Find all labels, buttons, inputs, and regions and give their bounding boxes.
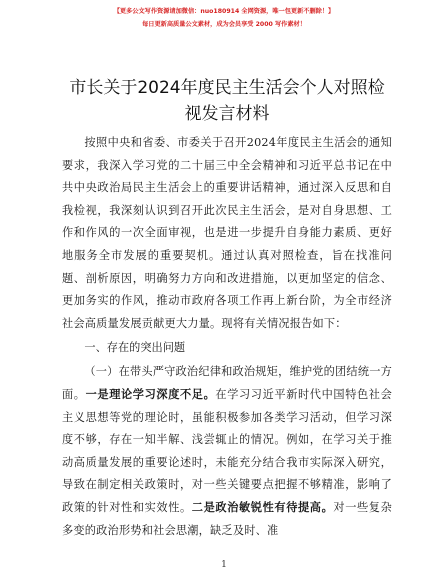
point-2-text: 对一些复杂多变的政治形势和社会思潮，缺乏及时、准 [62, 500, 392, 537]
document-title: 市长关于2024年度民主生活会个人对照检视发言材料 [69, 78, 385, 124]
section-heading: 一、存在的突出问题 [84, 341, 186, 355]
promo-banner [0, 6, 448, 31]
problem-paragraph [62, 361, 392, 542]
page-number: 1 [221, 560, 227, 570]
intro-paragraph: 按照中央和省委、市委关于召开2024年度民主生活会的通知要求，我深入学习党的二十届三中全会精神和习近平总书记在中共中央政治局民主生活会上的重要讲话精神，通过深入反思和自我检视，我深刻认识到召开此次民主生活会，是对自身思想、工作和作风的一次全面审视，也是进一步提升自身能力素质、更好地服务全市发展的重要契机。通过认真对照检查，旨在找准问题、剖析原因，明确努力方向和改进措施，以更加坚定的信念、更加务实的作风，推动市政府各项工作再上新台阶，为全市经济社会高质量发展贡献更大力量。现将有关情况报告如下： [62, 136, 392, 330]
point-1-heading: 一是理论学习深度不足。 [85, 387, 216, 401]
promo-banner-line-1: 【更多公文写作资源请加微信：nuo180914 全网资源，唯一包更新不删除！】 [113, 8, 335, 15]
document-body [62, 132, 392, 542]
point-1-text: 在学习习近平新时代中国特色社会主义思想等党的理论时，虽能积极参加各类学习活动，但学习深度不够，存在一知半解、浅尝辄止的情况。例如，在学习关于推动高质量发展的重要论述时，未能充分结合我市实际深入研究，导致在制定相关政策时，对一些关键要点把握不够精准，影响了政策的针对性和实效性。 [62, 387, 392, 514]
paragraph-lead: （一）在带头严守政治纪律和政治规矩，维护党的团结统一方面。 [62, 365, 392, 401]
point-2-heading: 二是政治敏锐性有待提高。 [191, 500, 334, 514]
promo-banner-line-2: 每日更新高质量公文素材，成为会员享受 2000 写作素材！ [142, 21, 306, 28]
